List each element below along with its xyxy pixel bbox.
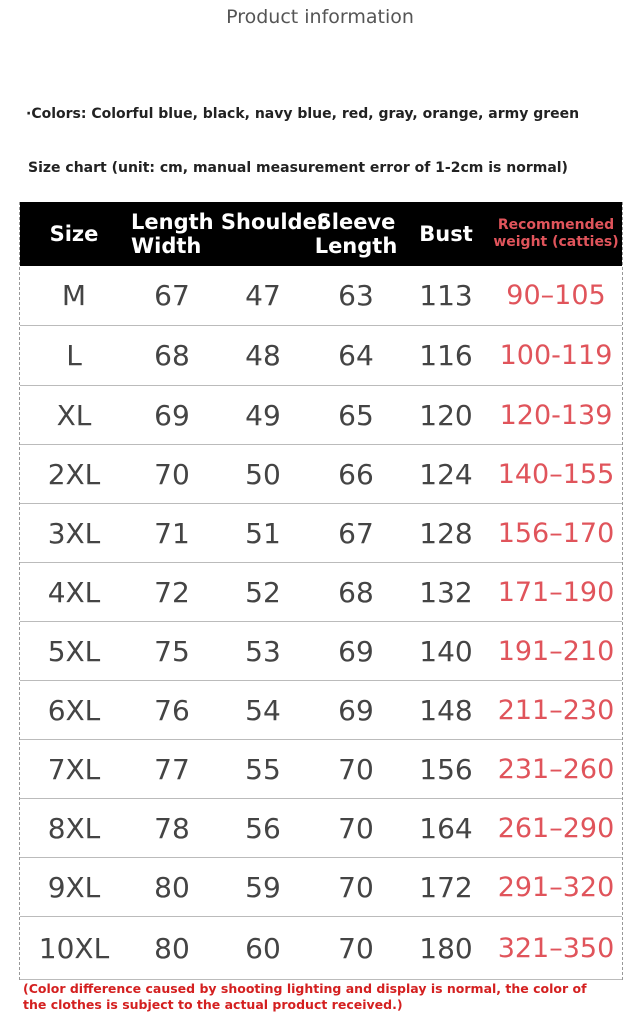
row-length: 70 xyxy=(154,457,190,491)
row-bust: 172 xyxy=(419,870,473,904)
row-size: 5XL xyxy=(47,634,101,668)
row-shoulder: 54 xyxy=(245,693,281,727)
header-recommended-line2: weight (catties) xyxy=(493,234,619,250)
row-bust: 132 xyxy=(419,575,473,609)
row-length: 77 xyxy=(154,752,190,786)
row-weight: 120-139 xyxy=(499,399,613,431)
header-recommended-weight xyxy=(490,217,622,251)
row-bust: 120 xyxy=(419,398,473,432)
row-bust: 148 xyxy=(419,693,473,727)
row-shoulder: 51 xyxy=(245,516,281,550)
table-body xyxy=(20,266,622,980)
row-weight: 90–105 xyxy=(506,280,606,311)
row-shoulder: 60 xyxy=(245,931,281,965)
row-weight: 261–290 xyxy=(497,812,615,844)
header-size: Size xyxy=(49,222,99,246)
header-sleeve xyxy=(310,210,402,258)
row-size: 2XL xyxy=(47,457,101,491)
page-title: Product information xyxy=(226,6,414,28)
row-bust: 164 xyxy=(419,811,473,845)
row-bust: 113 xyxy=(419,279,473,312)
row-shoulder: 59 xyxy=(245,870,281,904)
row-size: 8XL xyxy=(47,811,101,845)
row-bust: 140 xyxy=(419,634,473,668)
table-row xyxy=(20,386,622,445)
row-shoulder: 55 xyxy=(245,752,281,786)
row-bust: 128 xyxy=(419,516,473,550)
row-size: 4XL xyxy=(47,575,101,609)
row-bust: 124 xyxy=(419,457,473,491)
header-length xyxy=(128,210,328,258)
row-weight: 321–350 xyxy=(497,932,615,964)
row-shoulder: 52 xyxy=(245,575,281,609)
row-sleeve: 70 xyxy=(338,811,374,845)
row-shoulder: 53 xyxy=(245,634,281,668)
row-sleeve: 69 xyxy=(338,693,374,727)
row-bust: 180 xyxy=(419,931,473,965)
header-sleeve-line2: Length xyxy=(314,234,398,258)
table-row xyxy=(20,504,622,563)
table-row xyxy=(20,917,622,980)
header-sleeve-line1: Sleeve xyxy=(316,210,396,234)
row-sleeve: 68 xyxy=(338,575,374,609)
row-bust: 116 xyxy=(419,339,473,372)
row-size: 6XL xyxy=(47,693,101,727)
row-bust: 156 xyxy=(419,752,473,786)
row-size: L xyxy=(66,339,82,372)
row-length: 78 xyxy=(154,811,190,845)
row-length: 68 xyxy=(154,339,190,372)
table-row xyxy=(20,622,622,681)
row-sleeve: 69 xyxy=(338,634,374,668)
row-weight: 156–170 xyxy=(497,517,615,549)
row-size: 9XL xyxy=(47,870,101,904)
row-sleeve: 63 xyxy=(338,279,374,312)
row-length: 69 xyxy=(154,398,190,432)
row-shoulder: 48 xyxy=(245,339,281,372)
row-sleeve: 67 xyxy=(338,516,374,550)
table-header xyxy=(20,202,622,266)
row-length: 80 xyxy=(154,931,190,965)
table-row xyxy=(20,445,622,504)
table-row xyxy=(20,740,622,799)
row-size: 3XL xyxy=(47,516,101,550)
size-chart-table xyxy=(19,202,623,980)
header-length-line1: Length Shoulder xyxy=(131,210,328,234)
row-length: 80 xyxy=(154,870,190,904)
table-row xyxy=(20,326,622,386)
row-sleeve: 64 xyxy=(338,339,374,372)
header-length-line2: Width xyxy=(131,234,202,258)
row-size: XL xyxy=(56,398,92,432)
row-weight: 140–155 xyxy=(497,458,615,490)
row-weight: 191–210 xyxy=(497,635,615,667)
row-weight: 211–230 xyxy=(497,694,615,726)
table-row xyxy=(20,266,622,326)
row-sleeve: 70 xyxy=(338,870,374,904)
row-size: 10XL xyxy=(38,931,110,965)
row-length: 76 xyxy=(154,693,190,727)
footer-note: (Color difference caused by shooting lighting and display is normal, the color of the clothes is subject to the actual product received.) xyxy=(23,981,587,1012)
header-recommended-line1: Recommended xyxy=(497,217,615,233)
row-weight: 231–260 xyxy=(497,753,615,785)
row-length: 72 xyxy=(154,575,190,609)
row-weight: 100-119 xyxy=(499,340,613,371)
size-chart-caption: Size chart (unit: cm, manual measurement error of 1-2cm is normal) xyxy=(28,160,568,176)
row-shoulder: 56 xyxy=(245,811,281,845)
header-bust: Bust xyxy=(419,222,473,246)
row-length: 67 xyxy=(154,279,190,312)
row-sleeve: 70 xyxy=(338,931,374,965)
row-shoulder: 50 xyxy=(245,457,281,491)
row-length: 71 xyxy=(154,516,190,550)
row-sleeve: 66 xyxy=(338,457,374,491)
table-row xyxy=(20,681,622,740)
row-shoulder: 49 xyxy=(245,398,281,432)
row-shoulder: 47 xyxy=(245,279,281,312)
row-length: 75 xyxy=(154,634,190,668)
row-weight: 171–190 xyxy=(497,576,615,608)
row-size: M xyxy=(61,279,87,312)
table-row xyxy=(20,563,622,622)
colors-line: ·Colors: Colorful blue, black, navy blue, red, gray, orange, army green xyxy=(26,106,580,122)
row-size: 7XL xyxy=(47,752,101,786)
row-sleeve: 65 xyxy=(338,398,374,432)
table-row xyxy=(20,858,622,917)
row-weight: 291–320 xyxy=(497,871,615,903)
table-row xyxy=(20,799,622,858)
row-sleeve: 70 xyxy=(338,752,374,786)
